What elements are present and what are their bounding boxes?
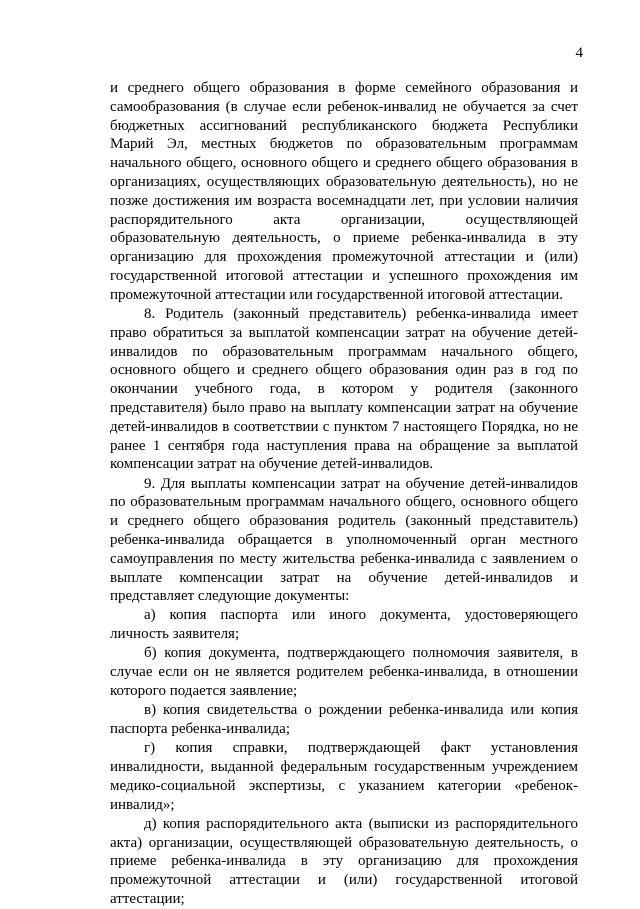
paragraph-continuation: и среднего общего образования в форме семейного образования и самообразования (в случае если ребенок-инвалид не обучается за счет бюджетных ассигнований республиканского бюджета Республики Марий Эл, местных бюджетов по образовательным программам начального общего, основного общего и среднего общего образования в организациях, осуществляющих образовательную деятельность), но не позже достижения им возраста восемнадцати лет, при условии наличия распорядительного акта организации, осуществляющей образовательную деятельность, о приеме ребенка-инвалида в эту организацию для прохождения промежуточной аттестации и (или) государственной итоговой аттестации и успешного прохождения им промежуточной аттестации или государственной итоговой аттестации. xyxy=(110,80,578,303)
list-item-d: д) копия распорядительного акта (выписки из распорядительного акта) организации, осуществляющей образовательную деятельность, о приеме ребенка-инвалида в эту организацию для прохождения промежуточной аттестации и (или) государственной итоговой аттестации; xyxy=(110,815,578,907)
page-number: 4 xyxy=(575,45,583,61)
paragraph-clause-8: 8. Родитель (законный представитель) ребенка-инвалида имеет право обратиться за выплатой компенсации затрат на обучение детей-инвалидов по образовательным программам начального общего, основного общего и среднего общего образования один раз в год по окончании учебного года, в котором у родителя (законного представителя) было право на выплату компенсации затрат на обучение детей-инвалидов в соответствии с пунктом 7 настоящего Порядка, но не ранее 1 сентября года наступления права на обращение за выплатой компенсации затрат на обучение детей-инвалидов. xyxy=(110,305,578,473)
list-item-a: а) копия паспорта или иного документа, удостоверяющего личность заявителя; xyxy=(110,607,578,643)
list-item-b: б) копия документа, подтверждающего полномочия заявителя, в случае если он не является родителем ребенка-инвалида, в отношении которого подается заявление; xyxy=(110,645,578,700)
list-item-v: в) копия свидетельства о рождении ребенка-инвалида или копия паспорта ребенка-инвалида; xyxy=(110,702,578,738)
document-body xyxy=(110,79,578,909)
paragraph-clause-9: 9. Для выплаты компенсации затрат на обучение детей-инвалидов по образовательным программам начального общего, основного общего и среднего общего образования родитель (законный представитель) ребенка-инвалида обращается в уполномоченный орган местного самоуправления по месту жительства ребенка-инвалида с заявлением о выплате компенсации затрат на обучение детей-инвалидов и представляет следующие документы: xyxy=(110,475,578,605)
list-item-g: г) копия справки, подтверждающей факт установления инвалидности, выданной федеральным государственным учреждением медико-социальной экспертизы, с указанием категории «ребенок-инвалид»; xyxy=(110,740,578,813)
